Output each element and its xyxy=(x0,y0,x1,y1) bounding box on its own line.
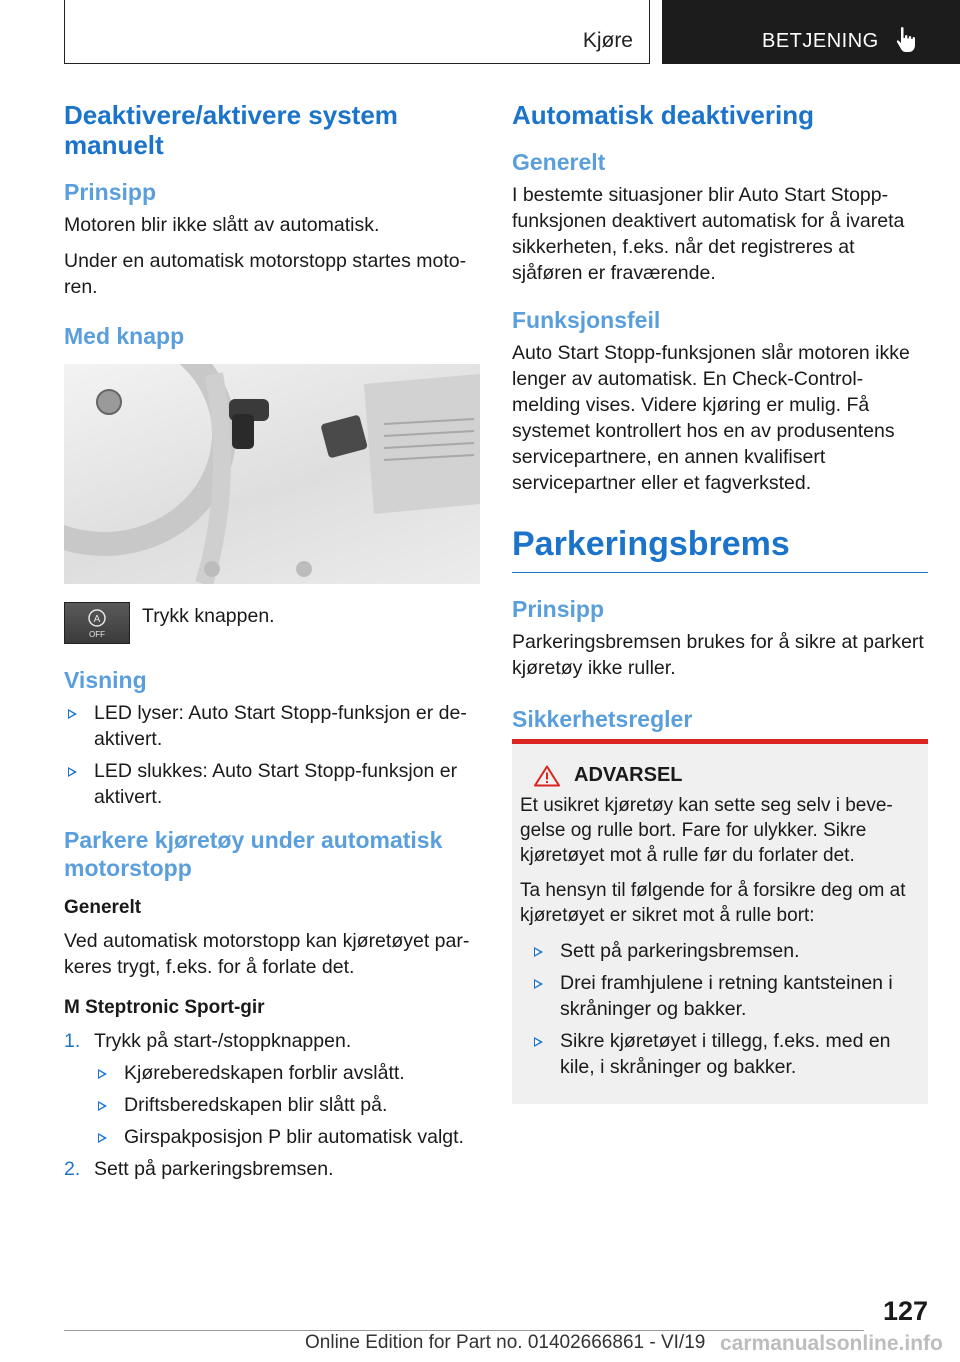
chapter-label: BETJENING xyxy=(762,30,879,52)
warning-list xyxy=(520,938,920,1080)
subheading-steptronic: M Steptronic Sport-gir xyxy=(64,997,265,1018)
warning-box xyxy=(512,739,928,1104)
visning-list xyxy=(64,700,480,810)
sub-list xyxy=(94,1060,480,1150)
chapter-title-parkeringsbrems: Parkeringsbrems xyxy=(512,524,928,573)
step-item: 1. Trykk på start-/stoppknappen. Kjøreberedskapen forblir avslått. Driftsberedskapen blir slått på. Girspakposisjon P blir automatisk valgt. xyxy=(64,1028,480,1150)
paragraph: Auto Start Stopp-funksjonen slår motoren ikke lenger av automatisk. En Check-Control-melding vises. Videre kjøring er mulig. Få systemet kontrollert hos en av produsentens servicepartnere, en annen kvalifisert servicepartner eller et fagverksted. xyxy=(512,342,910,494)
list-item: Sikre kjøretøyet i tillegg, f.eks. med en kile, i skråninger og bakker. xyxy=(530,1028,920,1080)
section-tab xyxy=(64,0,650,64)
watermark: carmanualsonline.info xyxy=(720,1332,943,1355)
heading-parkere: Parkere kjøretøy under automatisk motorstopp xyxy=(64,827,443,881)
triangle-bullet-icon xyxy=(534,947,543,957)
paragraph: Parkeringsbremsen brukes for å sikre at parkert kjøretøy ikke ruller. xyxy=(512,631,924,679)
page-header xyxy=(0,0,960,66)
paragraph: Ved automatisk motorstopp kan kjøretøyet parkeres trygt, f.eks. for å forlate det. xyxy=(64,930,470,978)
warning-triangle-icon xyxy=(534,765,560,787)
dashboard-illustration xyxy=(64,364,480,584)
press-button-text: Trykk knappen. xyxy=(142,605,275,627)
edition-text: Online Edition for Part no. 01402666861 - VI/19 xyxy=(305,1332,706,1353)
paragraph: I bestemte situasjoner blir Auto Start Stopp-funksjonen deaktivert automatisk for å ivareta sikkerheten, f.eks. når det registreres at sjåføren er fraværende. xyxy=(512,184,905,284)
warning-header xyxy=(520,764,920,787)
steering-wheel-photo xyxy=(64,364,480,584)
warning-title: ADVARSEL xyxy=(574,764,683,786)
triangle-bullet-icon xyxy=(68,709,77,719)
list-item: LED slukkes: Auto Start Stopp-funksjon er aktivert. xyxy=(64,758,480,810)
section-title-deaktivere: Deaktivere/aktivere system manuelt xyxy=(64,100,398,160)
warning-paragraph: Ta hensyn til følgende for å forsikre deg om at kjøretøyet er sikret mot å rulle bort: xyxy=(520,880,906,926)
triangle-bullet-icon xyxy=(98,1069,107,1079)
triangle-bullet-icon xyxy=(68,767,77,777)
button-instruction xyxy=(64,602,480,644)
heading-prinsipp: Prinsipp xyxy=(512,596,605,622)
chapter-tab xyxy=(662,0,960,64)
heading-generelt: Generelt xyxy=(512,149,606,175)
section-title-automatisk: Automatisk deaktivering xyxy=(512,100,814,130)
section-label: Kjøre xyxy=(582,29,633,52)
list-item: Sett på parkeringsbremsen. xyxy=(530,938,920,964)
right-column xyxy=(512,100,928,1104)
heading-sikkerhetsregler: Sikkerhetsregler xyxy=(512,706,693,732)
list-item: Driftsberedskapen blir slått på. xyxy=(94,1092,480,1118)
page-number: 127 xyxy=(882,1296,928,1326)
list-item: Kjøreberedskapen forblir avslått. xyxy=(94,1060,480,1086)
list-item: LED lyser: Auto Start Stopp-funksjon er deaktivert. xyxy=(64,700,480,752)
left-column xyxy=(64,100,480,1194)
button-icon-label: OFF xyxy=(89,630,105,639)
subheading-generelt: Generelt xyxy=(64,897,142,918)
steps-list xyxy=(64,1028,480,1182)
list-item: Girspakposisjon P blir automatisk valgt. xyxy=(94,1124,480,1150)
list-item: Drei framhjulene i retning kantsteinen i skråninger og bakker. xyxy=(530,970,920,1022)
footer-rule xyxy=(64,1330,864,1331)
warning-paragraph: Et usikret kjøretøy kan sette seg selv i bevegelse og rulle bort. Fare for ulykker. Sikre kjøretøyet mot å rulle før du forlater det. xyxy=(520,795,893,866)
triangle-bullet-icon xyxy=(98,1101,107,1111)
triangle-bullet-icon xyxy=(534,1037,543,1047)
heading-visning: Visning xyxy=(64,667,147,693)
pointing-hand-icon xyxy=(894,26,920,54)
paragraph: Under en automatisk motorstopp startes motoren. xyxy=(64,250,467,298)
triangle-bullet-icon xyxy=(534,979,543,989)
heading-prinsipp: Prinsipp xyxy=(64,179,157,205)
triangle-bullet-icon xyxy=(98,1133,107,1143)
paragraph: Motoren blir ikke slått av automatisk. xyxy=(64,214,380,236)
auto-start-stop-button-icon xyxy=(64,602,130,644)
svg-text:A: A xyxy=(93,614,101,625)
heading-funksjonsfeil: Funksjonsfeil xyxy=(512,307,661,333)
heading-med-knapp: Med knapp xyxy=(64,323,185,349)
step-item: 2. Sett på parkeringsbremsen. xyxy=(64,1158,334,1180)
